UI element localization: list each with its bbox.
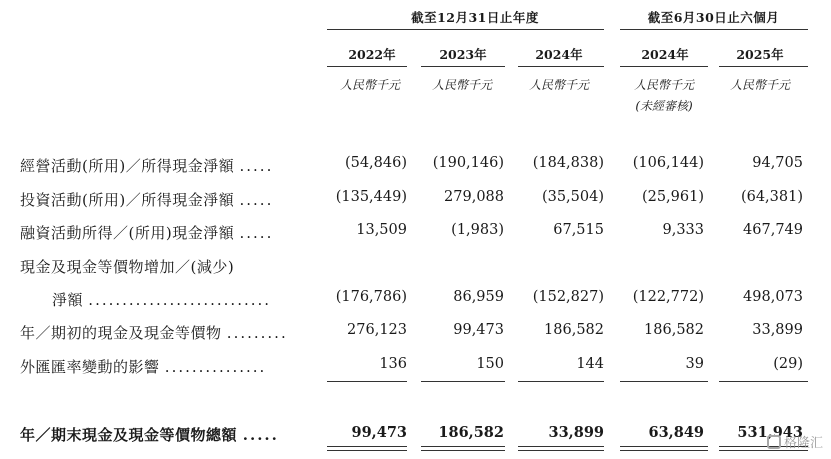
- unit-2023: 人民幣千元: [431, 78, 492, 92]
- cell-opening-2022: 276,123: [347, 322, 407, 338]
- unit-2025-h1: 人民幣千元: [729, 78, 790, 92]
- cell-fx-2023: 150: [476, 356, 504, 372]
- cell-net-change-2024: (152,827): [532, 289, 604, 305]
- cell-financing-2025h1: 467,749: [743, 222, 803, 238]
- cell-fx-2025h1: (29): [773, 356, 803, 372]
- cell-investing-2025h1: (64,381): [740, 189, 803, 205]
- cell-opening-2025h1: 33,899: [752, 322, 803, 338]
- header-rule-fy: [327, 29, 604, 30]
- row-label-financing: 融資活動所得／(所用)現金淨額 .....: [20, 224, 274, 242]
- cell-investing-2024: (35,504): [541, 189, 604, 205]
- cell-net-change-2024h1: (122,772): [632, 289, 704, 305]
- year-rule-2024-h1: [620, 66, 708, 67]
- row-label-closing-cash: 年／期末現金及現金等價物總額 .....: [20, 426, 279, 444]
- cell-total-2022: 99,473: [351, 424, 407, 441]
- year-2024-h1: 2024年: [641, 47, 689, 62]
- unit-2022: 人民幣千元: [339, 78, 400, 92]
- unit-2024-h1: 人民幣千元 (未經審核): [633, 78, 694, 113]
- cell-operating-2025h1: 94,705: [752, 155, 803, 171]
- cell-operating-2024: (184,838): [532, 155, 604, 171]
- cell-net-change-2025h1: 498,073: [743, 289, 803, 305]
- cell-opening-2024: 186,582: [544, 322, 604, 338]
- year-rule-2024: [518, 66, 604, 67]
- watermark: [767, 432, 823, 451]
- cell-total-2023: 186,582: [438, 424, 504, 441]
- total-double-rule-2024h1: [620, 446, 708, 451]
- cell-investing-2022: (135,449): [335, 189, 407, 205]
- cell-total-2024h1: 63,849: [648, 424, 704, 441]
- year-2025-h1: 2025年: [736, 47, 784, 62]
- cell-financing-2024: 67,515: [553, 222, 604, 238]
- cell-investing-2024h1: (25,961): [641, 189, 704, 205]
- year-2024: 2024年: [535, 47, 583, 62]
- subtotal-rule-2023: [421, 381, 505, 382]
- cell-total-2024: 33,899: [548, 424, 604, 441]
- watermark-logo-icon: [767, 435, 781, 449]
- row-label-net-change-line2: 淨額 ...........................: [52, 291, 272, 309]
- subtotal-rule-2024h1: [620, 381, 708, 382]
- header-group-h1: 截至6月30日止六個月: [647, 10, 780, 25]
- cell-fx-2024h1: 39: [685, 356, 704, 372]
- cell-fx-2024: 144: [576, 356, 604, 372]
- cell-financing-2022: 13,509: [356, 222, 407, 238]
- year-rule-2022: [327, 66, 407, 67]
- cell-financing-2024h1: 9,333: [662, 222, 704, 238]
- subtotal-rule-2025h1: [719, 381, 808, 382]
- subtotal-rule-2024: [518, 381, 604, 382]
- cell-opening-2023: 99,473: [453, 322, 504, 338]
- cell-net-change-2022: (176,786): [335, 289, 407, 305]
- total-double-rule-2022: [327, 446, 407, 451]
- cell-total-2025h1: 531,943: [737, 424, 803, 441]
- row-label-net-change-line1: 現金及現金等價物增加／(減少): [20, 258, 235, 276]
- cell-investing-2023: 279,088: [444, 189, 504, 205]
- year-rule-2023: [421, 66, 505, 67]
- total-double-rule-2023: [421, 446, 505, 451]
- cell-opening-2024h1: 186,582: [644, 322, 704, 338]
- cell-operating-2022: (54,846): [344, 155, 407, 171]
- unaudited-note: (未經審核): [635, 99, 693, 113]
- cell-net-change-2023: 86,959: [453, 289, 504, 305]
- row-label-fx-effect: 外匯匯率變動的影響 ...............: [20, 358, 267, 376]
- header-group-fy: 截至12月31日止年度: [411, 10, 539, 25]
- row-label-operating: 經營活動(所用)／所得現金淨額 .....: [20, 157, 274, 175]
- unit-2024: 人民幣千元: [528, 78, 589, 92]
- subtotal-rule-2022: [327, 381, 407, 382]
- year-rule-2025-h1: [719, 66, 808, 67]
- cell-operating-2024h1: (106,144): [632, 155, 704, 171]
- row-label-investing: 投資活動(所用)／所得現金淨額 .....: [20, 191, 274, 209]
- year-2022: 2022年: [348, 47, 396, 62]
- year-2023: 2023年: [439, 47, 487, 62]
- total-double-rule-2024: [518, 446, 604, 451]
- cell-operating-2023: (190,146): [432, 155, 504, 171]
- cell-fx-2022: 136: [379, 356, 407, 372]
- row-label-opening-cash: 年／期初的現金及現金等價物 .........: [20, 324, 288, 342]
- header-rule-h1: [620, 29, 808, 30]
- cell-financing-2023: (1,983): [451, 222, 504, 238]
- watermark-text: 格隆汇: [783, 436, 823, 451]
